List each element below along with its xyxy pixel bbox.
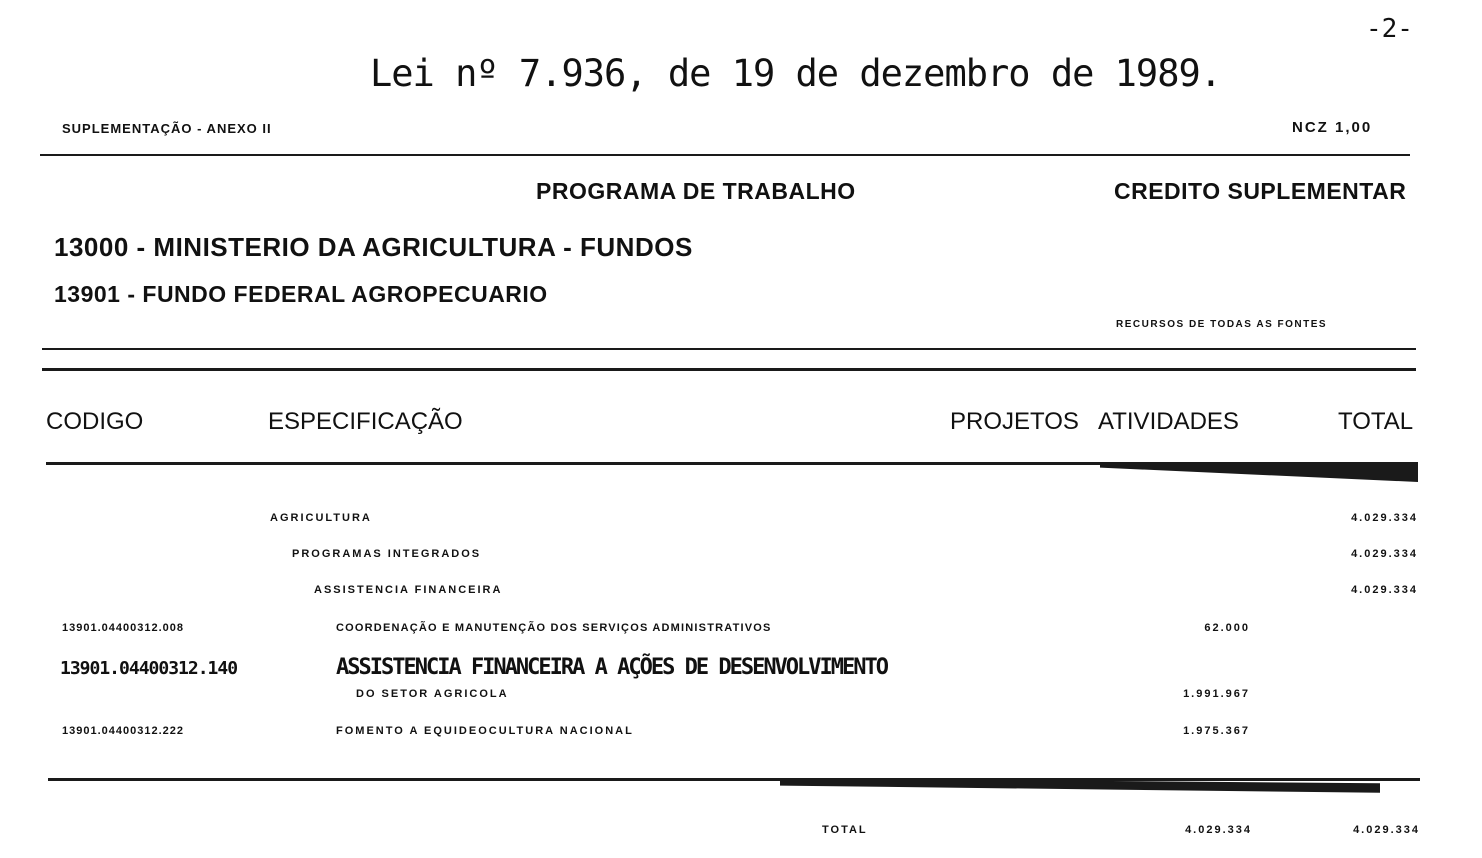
law-title: Lei nº 7.936, de 19 de dezembro de 1989.	[370, 52, 1222, 95]
column-projects: PROJETOS	[950, 408, 1079, 435]
program-title: PROGRAMA DE TRABALHO	[536, 178, 856, 204]
header-rule	[40, 154, 1410, 156]
table-row-spec-continued: DO SETOR AGRICOLA	[356, 688, 509, 700]
table-row-code: 13901.04400312.008	[62, 622, 184, 634]
currency-unit: NCZ 1,00	[1292, 119, 1373, 136]
footer-total-label: TOTAL	[822, 824, 868, 836]
table-row-total: 4.029.334	[1351, 584, 1418, 596]
column-specification: ESPECIFICAÇÃO	[268, 408, 463, 435]
footer-rule	[48, 778, 1420, 781]
table-row-total: 4.029.334	[1351, 512, 1418, 524]
double-rule-top	[42, 348, 1416, 350]
credit-type: CREDITO SUPLEMENTAR	[1114, 178, 1407, 204]
table-row-code: 13901.04400312.222	[62, 725, 184, 737]
column-code: CODIGO	[46, 408, 144, 435]
table-row-spec: ASSISTENCIA FINANCEIRA A AÇÕES DE DESENVOLVIMENTO	[336, 655, 888, 680]
header-left: SUPLEMENTAÇÃO - ANEXO II	[62, 121, 272, 136]
table-row-total: 4.029.334	[1351, 548, 1418, 560]
table-row-activities: 62.000	[1204, 622, 1250, 634]
table-row-spec: AGRICULTURA	[270, 512, 372, 524]
table-row-spec: COORDENAÇÃO E MANUTENÇÃO DOS SERVIÇOS ADMINISTRATIVOS	[336, 622, 772, 634]
double-rule-bottom	[42, 368, 1416, 371]
resources-note: RECURSOS DE TODAS AS FONTES	[1116, 319, 1328, 330]
table-row-activities: 1.991.967	[1183, 688, 1250, 700]
organization-primary: 13000 - MINISTERIO DA AGRICULTURA - FUNDOS	[54, 232, 693, 262]
column-header-rule-heavy	[1100, 464, 1418, 482]
table-row-spec: PROGRAMAS INTEGRADOS	[292, 548, 482, 560]
footer-grand-total: 4.029.334	[1353, 824, 1420, 836]
page-number: -2-	[1366, 14, 1413, 44]
footer-total-activities: 4.029.334	[1185, 824, 1252, 836]
column-activities: ATIVIDADES	[1098, 408, 1239, 435]
table-row-activities: 1.975.367	[1183, 725, 1250, 737]
table-row-spec: FOMENTO A EQUIDEOCULTURA NACIONAL	[336, 725, 634, 737]
column-total: TOTAL	[1338, 408, 1414, 435]
organization-secondary: 13901 - FUNDO FEDERAL AGROPECUARIO	[54, 281, 548, 307]
table-row-code: 13901.04400312.140	[60, 658, 238, 679]
table-row-spec: ASSISTENCIA FINANCEIRA	[314, 584, 503, 596]
